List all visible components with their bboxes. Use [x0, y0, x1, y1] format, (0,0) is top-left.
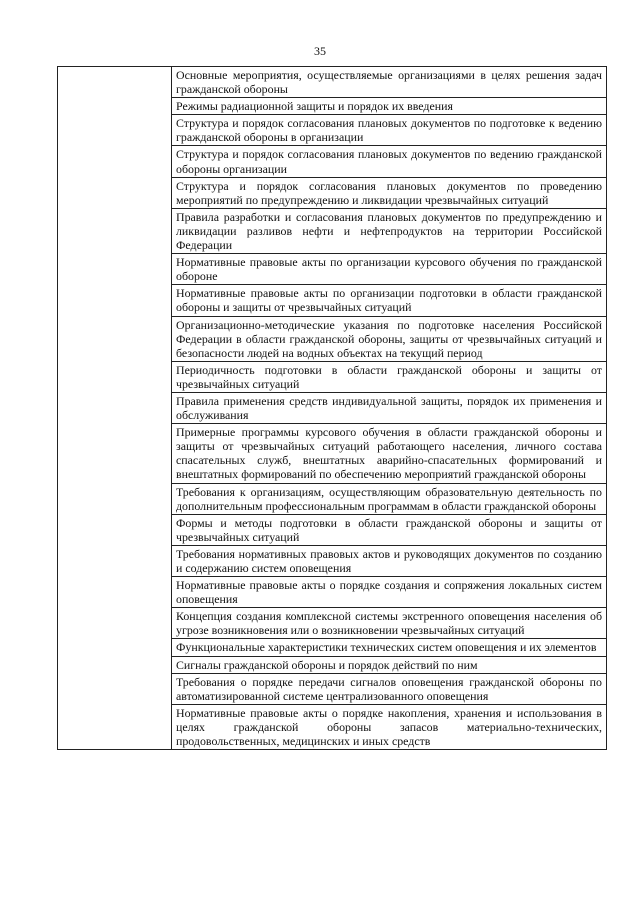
- topic-text: Основные мероприятия, осуществляемые организациями в целях решения задач гражданской обороны: [176, 68, 602, 97]
- topic-text: Сигналы гражданской обороны и порядок действий по ним: [176, 657, 478, 672]
- topic-text: Правила применения средств индивидуальной защиты, порядок их применения и обслуживания: [176, 393, 602, 423]
- topic-cell: [172, 98, 607, 115]
- empty-left-column: [58, 67, 172, 750]
- topic-cell: [172, 177, 607, 208]
- topics-table: [57, 66, 607, 750]
- topic-text: Нормативные правовые акты по организации подготовки в области гражданской обороны и защиты от чрезвычайных ситуаций: [176, 286, 602, 315]
- topic-text: Нормативные правовые акты по организации курсового обучения по гражданской обороне: [176, 255, 602, 284]
- topic-cell: [172, 639, 607, 656]
- topic-text: Организационно-методические указания по подготовке населения Российской Федерации в области гражданской обороны, защиты от чрезвычайных ситуаций и безопасности людей на водных объектах на текущий период: [176, 317, 602, 360]
- topic-text: Требования к организациям, осуществляющим образовательную деятельность по дополнительным профессиональным программам в области гражданской обороны: [176, 484, 602, 513]
- topic-text: Примерные программы курсового обучения в области гражданской обороны и защиты от чрезвычайных ситуаций работающего населения, личного состава спасательных служб, внештатных аварийно-спасательных формирований и внештатных формирований по обеспечению мероприятий гражданской обороны: [176, 425, 602, 482]
- topic-cell: [172, 483, 607, 514]
- topic-text: Структура и порядок согласования плановых документов по ведению гражданской обороны организации: [176, 147, 602, 176]
- topic-text: Нормативные правовые акты о порядке накопления, хранения и использования в целях гражданской обороны запасов материально-технических, продовольственных, медицинских и иных средств: [176, 705, 602, 749]
- topic-cell: [172, 514, 607, 545]
- topic-text: Структура и порядок согласования плановых документов по проведению мероприятий по предупреждению и ликвидации чрезвычайных ситуаций: [176, 178, 602, 207]
- topic-text: Требования нормативных правовых актов и руководящих документов по созданию и содержанию систем оповещения: [176, 546, 602, 575]
- table-row: [58, 67, 607, 98]
- topic-text: Периодичность подготовки в области гражданской обороны и защиты от чрезвычайных ситуаций: [176, 362, 602, 391]
- topic-text: Структура и порядок согласования плановых документов по подготовке к ведению гражданской обороны в организации: [176, 116, 602, 145]
- topic-text: Требования о порядке передачи сигналов оповещения гражданской обороны по автоматизированной системе централизованного оповещения: [176, 674, 602, 703]
- topic-text: Формы и методы подготовки в области гражданской обороны и защиты от чрезвычайных ситуаций: [176, 515, 602, 544]
- topic-cell: [172, 608, 607, 639]
- topic-cell: [172, 656, 607, 673]
- topic-cell: [172, 673, 607, 704]
- topic-cell: [172, 146, 607, 177]
- topic-text: Правила разработки и согласования плановых документов по предупреждению и ликвидации разливов нефти и нефтепродуктов на территории Российской Федерации: [176, 209, 602, 253]
- topic-text: Режимы радиационной защиты и порядок их введения: [176, 99, 453, 114]
- topic-cell: [172, 316, 607, 361]
- topic-cell: [172, 254, 607, 285]
- topic-cell: [172, 285, 607, 316]
- topic-cell: [172, 577, 607, 608]
- topic-cell: [172, 545, 607, 576]
- topic-cell: [172, 424, 607, 483]
- topic-cell: [172, 208, 607, 253]
- topic-cell: [172, 115, 607, 146]
- topic-cell: [172, 67, 607, 98]
- topic-text: Концепция создания комплексной системы экстренного оповещения населения об угрозе возникновения или о возникновении чрезвычайных ситуаций: [176, 609, 602, 638]
- topic-cell: [172, 361, 607, 392]
- topic-cell: [172, 704, 607, 749]
- topic-cell: [172, 392, 607, 423]
- topic-text: Нормативные правовые акты о порядке создания и сопряжения локальных систем оповещения: [176, 578, 602, 607]
- page-number: 35: [314, 44, 326, 58]
- topic-text: Функциональные характеристики технических систем оповещения и их элементов: [176, 640, 597, 655]
